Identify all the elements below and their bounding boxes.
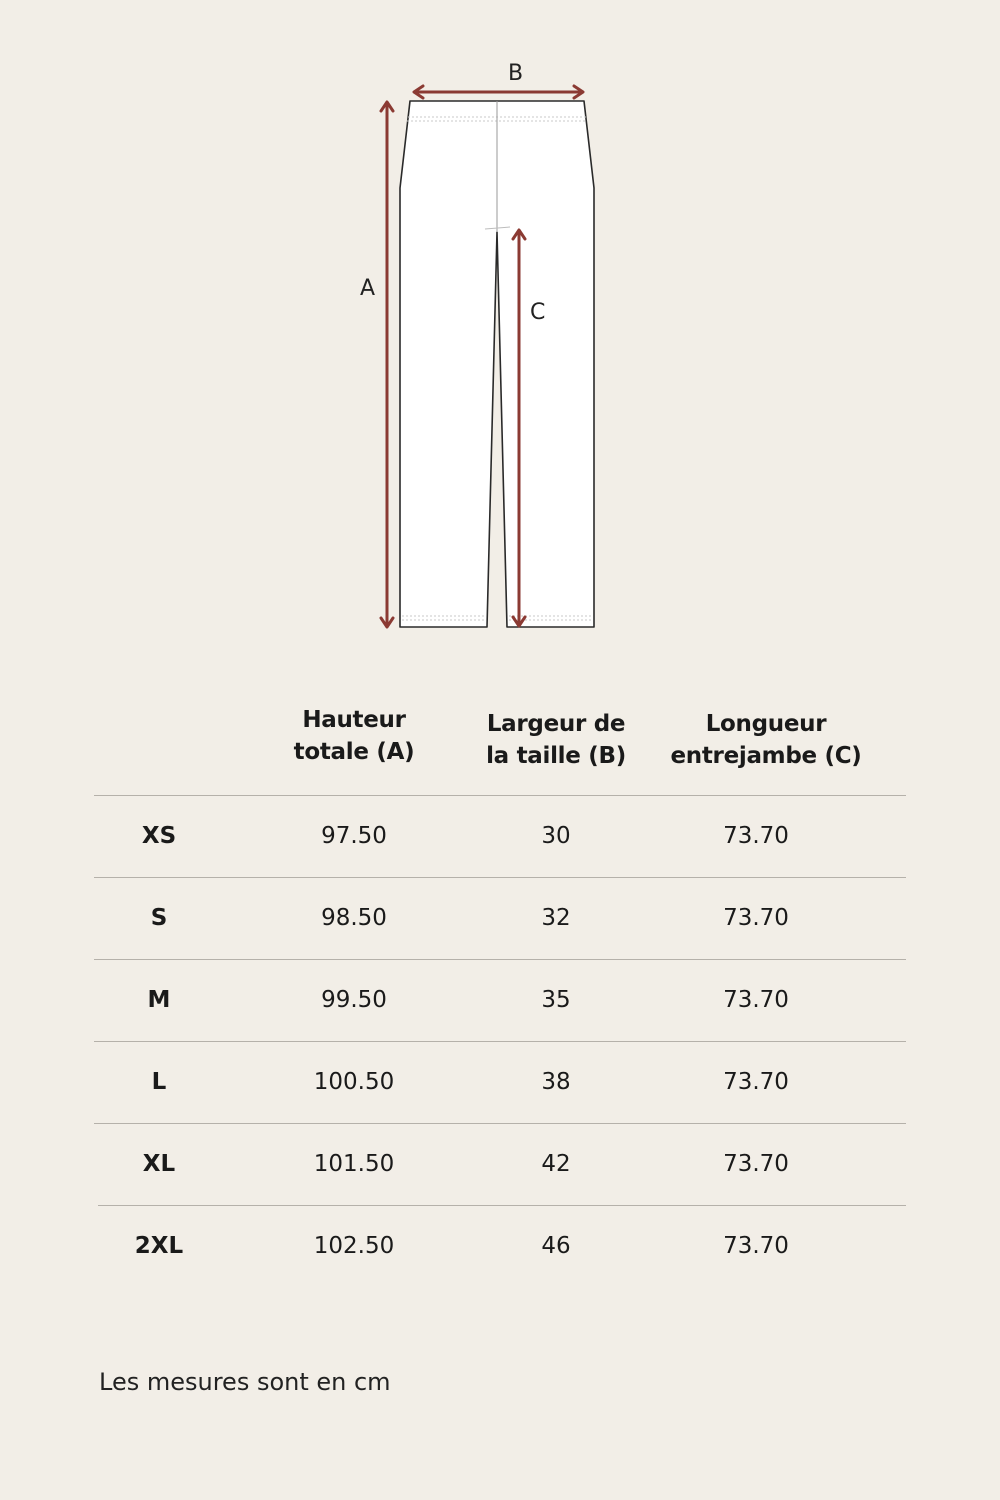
table-row <box>94 959 906 1041</box>
inseam-length-cell: 73.70 <box>723 1069 789 1095</box>
table-body <box>94 795 906 1287</box>
total-height-cell: 102.50 <box>313 1233 395 1259</box>
table-row <box>94 1123 906 1205</box>
inseam-length-cell: 73.70 <box>723 905 789 931</box>
pants-illustration <box>0 0 1000 660</box>
table-row <box>98 1205 906 1287</box>
total-height-cell: 99.50 <box>321 987 387 1013</box>
total-height-cell: 101.50 <box>313 1151 395 1177</box>
inseam-length-cell: 73.70 <box>723 1151 789 1177</box>
size-cell: L <box>151 1069 167 1095</box>
waist-width-cell: 32 <box>541 905 571 931</box>
table-row <box>94 1041 906 1123</box>
waist-width-cell: 42 <box>541 1151 571 1177</box>
header-waist-width-l1: Largeur de <box>486 711 626 737</box>
waist-width-cell: 46 <box>541 1233 571 1259</box>
table-header <box>94 690 906 795</box>
table-row <box>94 877 906 959</box>
size-cell: XS <box>141 823 177 849</box>
header-inseam-length <box>656 708 876 772</box>
pants-measurement-diagram <box>0 0 1000 660</box>
header-total-height <box>254 704 454 768</box>
inseam-length-cell: 73.70 <box>723 987 789 1013</box>
total-height-cell: 97.50 <box>321 823 387 849</box>
header-inseam-length-l1: Longueur <box>705 711 827 737</box>
inseam-length-cell: 73.70 <box>723 1233 789 1259</box>
inseam-length-cell: 73.70 <box>723 823 789 849</box>
label-b: B <box>508 61 524 86</box>
size-cell: XL <box>142 1151 176 1177</box>
size-table <box>94 690 906 1287</box>
size-cell: M <box>147 987 171 1013</box>
waist-width-cell: 35 <box>541 987 571 1013</box>
waist-width-cell: 38 <box>541 1069 571 1095</box>
label-a: A <box>360 276 376 301</box>
waist-width-cell: 30 <box>541 823 571 849</box>
header-inseam-length-l2: entrejambe (C) <box>670 743 862 769</box>
total-height-cell: 100.50 <box>313 1069 395 1095</box>
table-row <box>94 795 906 877</box>
header-waist-width <box>456 708 656 772</box>
total-height-cell: 98.50 <box>321 905 387 931</box>
units-note: Les mesures sont en cm <box>99 1368 391 1396</box>
size-cell: S <box>150 905 168 931</box>
header-total-height-l2: totale (A) <box>293 739 415 765</box>
arrow-b <box>414 86 583 98</box>
label-c: C <box>530 300 546 325</box>
size-cell: 2XL <box>134 1233 184 1259</box>
header-waist-width-l2: la taille (B) <box>486 743 626 769</box>
header-total-height-l1: Hauteur <box>302 707 406 733</box>
arrow-a <box>381 102 393 627</box>
